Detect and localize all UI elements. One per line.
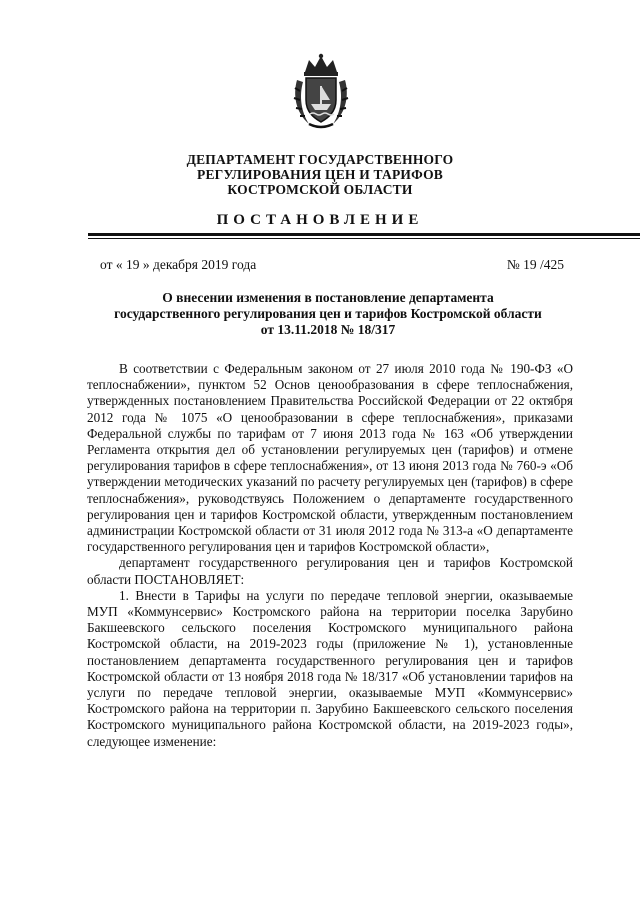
body-paragraph-item-1: 1. Внести в Тарифы на услуги по передаче тепловой энергии, оказываемые МУП «Коммунсервис» Костромского района на территории поселка Зарубино Бакшеевского сельского поселения Костромского муниципального района Костромской области, на 2019-2023 годы (приложение № 1), установленные постановлением департамента государственного регулирования цен и тарифов Костромской области от 13 ноября 2018 года № 18/317 «Об установлении тарифов на услуги по передаче тепловой энергии, оказываемые МУП «Коммунсервис» Костромского района на территории п. Зарубино Бакшеевского сельского поселения Костромского муниципального района Костромской области, на 2019-2023 годы», следующее изменение:	[87, 587, 573, 749]
body-paragraph-legal-basis: В соответствии с Федеральным законом от 27 июля 2010 года № 190-ФЗ «О теплоснабжении», пунктом 52 Основ ценообразования в сфере теплоснабжения, утвержденных постановлением Правительства Российской Федерации от 22 октября 2012 года № 1075 «О ценообразовании в сфере теплоснабжения», приказами Федеральной службы по тарифам от 7 июня 2013 года № 163 «Об утверждении Регламента открытия дел об установлении регулируемых цен (тарифов) и отмене регулирования тарифов в сфере теплоснабжения», от 13 июня 2013 года № 760-э «Об утверждении методических указаний по расчету регулируемых цен (тарифов) в сфере теплоснабжения», руководствуясь Положением о департаменте государственного регулирования цен и тарифов Костромской области, утвержденным постановлением администрации Костромской области от 31 июля 2012 года № 313-а «О департаменте государственного регулирования цен и тарифов Костромской области»,	[87, 361, 573, 555]
kostroma-coat-of-arms-emblem	[291, 52, 351, 132]
subject-line-3: от 13.11.2018 № 18/317	[260, 322, 396, 337]
subject-line-2: государственного регулирования цен и тарифов Костромской области	[114, 306, 542, 321]
header-divider-thin	[88, 238, 640, 239]
subject-line-1: О внесении изменения в постановление департамента	[162, 290, 494, 305]
date-number-line	[100, 257, 564, 273]
document-number: № 19 /425	[506, 257, 564, 272]
document-type-title: ПОСТАНОВЛЕНИЕ	[216, 212, 424, 228]
header-divider-thick	[88, 233, 640, 236]
department-line-1: ДЕПАРТАМЕНТ ГОСУДАРСТВЕННОГО	[186, 152, 454, 167]
body-paragraph-resolves: департамент государственного регулирования цен и тарифов Костромской области ПОСТАНОВЛЯЕТ:	[87, 555, 573, 587]
document-subject	[80, 290, 576, 338]
document-body	[87, 361, 573, 750]
document-date: от « 19 » декабря 2019 года	[100, 257, 257, 272]
department-heading	[0, 152, 640, 197]
department-line-3: КОСТРОМСКОЙ ОБЛАСТИ	[227, 182, 413, 197]
department-line-2: РЕГУЛИРОВАНИЯ ЦЕН И ТАРИФОВ	[197, 167, 443, 182]
